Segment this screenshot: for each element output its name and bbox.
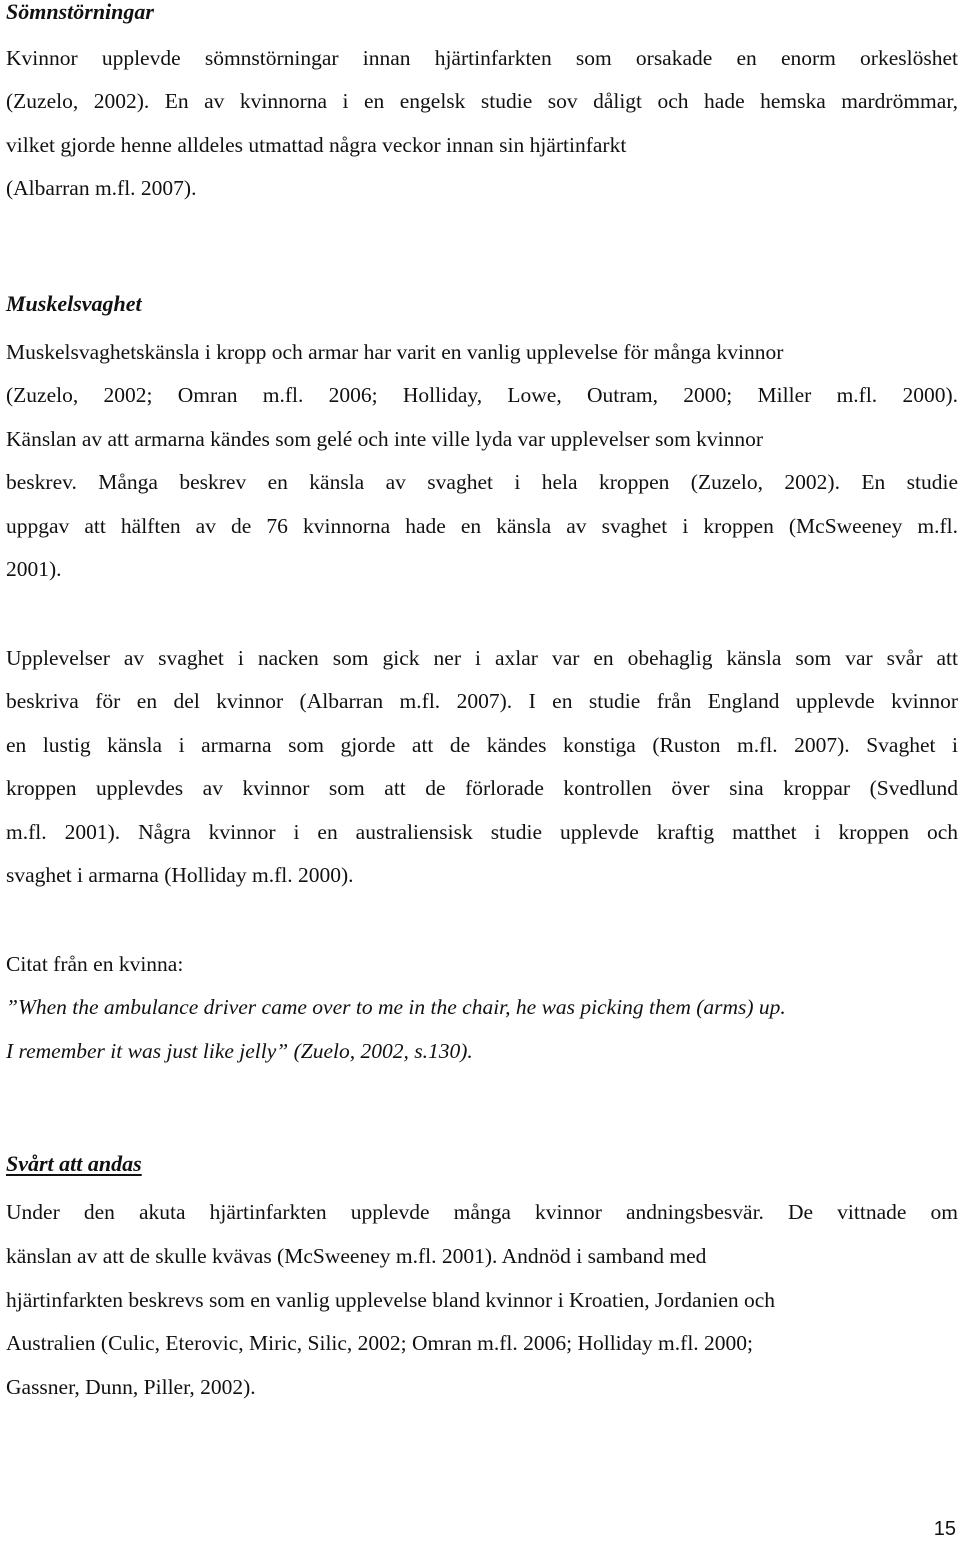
- body-line: Muskelsvaghetskänsla i kropp och armar har varit en vanlig upplevelse för många kvinnor: [6, 340, 784, 364]
- body-line: kroppen upplevdes av kvinnor som att de förlorade kontrollen över sina kroppar (Svedlund: [6, 776, 958, 800]
- body-line: känslan av att de skulle kvävas (McSweeney m.fl. 2001). Andnöd i samband med: [6, 1244, 707, 1268]
- section-heading-svart-att-andas: Svårt att andas: [6, 1151, 142, 1176]
- body-line: (Zuzelo, 2002; Omran m.fl. 2006; Holliday, Lowe, Outram, 2000; Miller m.fl. 2000).: [6, 383, 958, 407]
- body-line: (Zuzelo, 2002). En av kvinnorna i en engelsk studie sov dåligt och hade hemska mardrömmar,: [6, 89, 958, 113]
- body-line: beskrev. Många beskrev en känsla av svaghet i hela kroppen (Zuzelo, 2002). En studie: [6, 470, 958, 494]
- body-line: Känslan av att armarna kändes som gelé och inte ville lyda var upplevelser som kvinnor: [6, 427, 764, 451]
- body-line: 2001).: [6, 557, 62, 581]
- section-heading-muskelsvaghet: Muskelsvaghet: [6, 291, 142, 316]
- body-line: beskriva för en del kvinnor (Albarran m.fl. 2007). I en studie från England upplevde kvinnor: [6, 689, 958, 713]
- quote-line: I remember it was just like jelly” (Zuelo, 2002, s.130).: [6, 1039, 473, 1063]
- body-line: uppgav att hälften av de 76 kvinnorna hade en känsla av svaghet i kroppen (McSweeney m.fl.: [6, 514, 958, 538]
- body-line: en lustig känsla i armarna som gjorde att de kändes konstiga (Ruston m.fl. 2007). Svaghet i: [6, 733, 958, 757]
- body-line: (Albarran m.fl. 2007).: [6, 176, 197, 200]
- body-line: Kvinnor upplevde sömnstörningar innan hjärtinfarkten som orsakade en enorm orkeslöshet: [6, 46, 958, 70]
- body-line: Under den akuta hjärtinfarkten upplevde många kvinnor andningsbesvär. De vittnade om: [6, 1200, 958, 1224]
- body-line: svaghet i armarna (Holliday m.fl. 2000).: [6, 863, 354, 887]
- body-line: hjärtinfarkten beskrevs som en vanlig upplevelse bland kvinnor i Kroatien, Jordanien och: [6, 1288, 776, 1312]
- body-line: vilket gjorde henne alldeles utmattad några veckor innan sin hjärtinfarkt: [6, 133, 627, 157]
- quote-line: ”When the ambulance driver came over to me in the chair, he was picking them (arms) up.: [6, 995, 786, 1019]
- body-line: m.fl. 2001). Några kvinnor i en australiensisk studie upplevde kraftig matthet i kroppen och: [6, 820, 958, 844]
- quote-intro: Citat från en kvinna:: [6, 952, 184, 976]
- page-number: 15: [933, 1518, 956, 1540]
- body-line: Upplevelser av svaghet i nacken som gick ner i axlar var en obehaglig känsla som var svår att: [6, 646, 958, 670]
- body-line: Australien (Culic, Eterovic, Miric, Silic, 2002; Omran m.fl. 2006; Holliday m.fl. 2000;: [6, 1331, 754, 1355]
- body-line: Gassner, Dunn, Piller, 2002).: [6, 1375, 256, 1399]
- section-heading-somnstorningar: Sömnstörningar: [6, 0, 154, 24]
